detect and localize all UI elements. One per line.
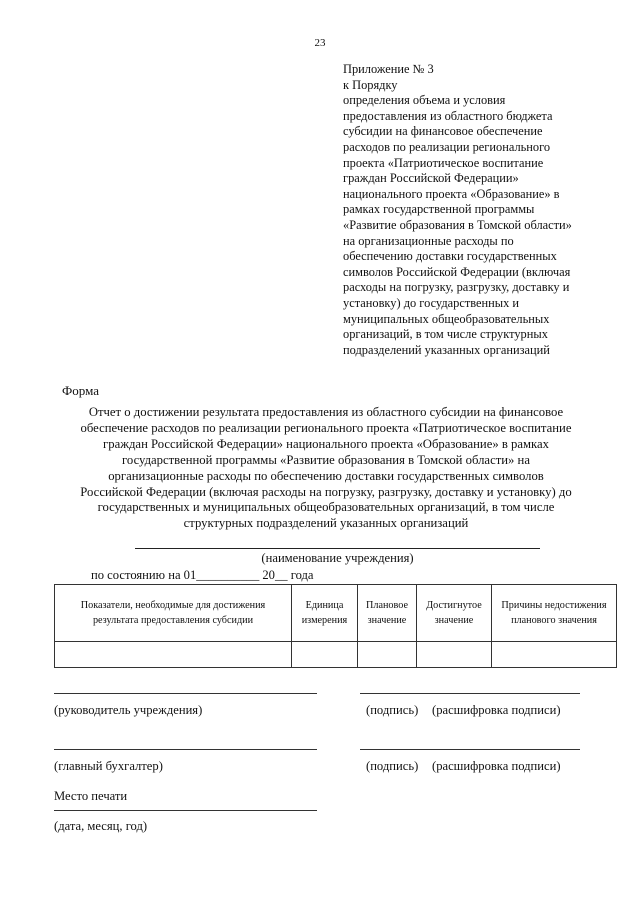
head-decoding-label: (расшифровка подписи) — [432, 703, 561, 717]
table-cell[interactable] — [55, 642, 292, 668]
appendix-line: символов Российской Федерации (включая — [343, 264, 571, 279]
appendix-line: подразделений указанных организаций — [343, 342, 550, 357]
appendix-line: предоставления из областного бюджета — [343, 108, 553, 123]
appendix-line: определения объема и условия — [343, 93, 506, 108]
page-number: 23 — [314, 37, 326, 49]
report-title-line: Российской Федерации (включая расходы на погрузку, разгрузку, доставку и установку) до — [80, 484, 572, 499]
appendix-line: расходов по реализации регионального — [343, 139, 551, 154]
accountant-name-line[interactable] — [54, 749, 317, 750]
date-line[interactable] — [54, 810, 317, 811]
accountant-decoding-label: (расшифровка подписи) — [432, 759, 561, 773]
header-planned-value: Плановое значение — [358, 585, 417, 642]
appendix-line: рамках государственной программы — [343, 202, 535, 217]
appendix-line: расходы на погрузку, разгрузку, доставку и — [343, 280, 570, 295]
header-indicators: Показатели, необходимые для достижения результата предоставления субсидии — [55, 585, 292, 642]
appendix-line: муниципальных общеобразовательных — [343, 311, 550, 326]
appendix-line: обеспечению доставки государственных — [343, 249, 557, 264]
appendix-line: к Порядку — [343, 77, 398, 92]
table-cell[interactable] — [492, 642, 617, 668]
report-title-line: граждан Российской Федерации» национального проекта «Образование» в рамках — [103, 436, 549, 451]
table-header-row — [55, 585, 617, 642]
report-title-line: обеспечение расходов по реализации регионального проекта «Патриотическое воспитание — [80, 420, 572, 435]
appendix-line: на организационные расходы по — [343, 233, 514, 248]
report-title-line: государственных и муниципальных общеобразовательных организаций, в том числе — [97, 500, 555, 515]
report-title-line: государственной программы «Развитие образования в Томской области» на — [122, 452, 530, 467]
table-cell[interactable] — [417, 642, 492, 668]
head-signature-line[interactable] — [360, 693, 580, 694]
report-title-line: структурных подразделений указанных организаций — [183, 516, 469, 531]
appendix-line: субсидии на финансовое обеспечение — [343, 124, 543, 139]
institution-name-line[interactable] — [135, 548, 540, 549]
head-signature-label: (подпись) — [366, 703, 419, 717]
report-title — [40, 405, 612, 532]
appendix-line: национального проекта «Образование» в — [343, 186, 560, 201]
header-achieved-value: Достигнутое значение — [417, 585, 492, 642]
appendix-line: Приложение № 3 — [343, 62, 434, 76]
form-label: Форма — [62, 383, 99, 398]
report-title-line: организационные расходы по обеспечению доставки государственных символов — [108, 468, 544, 483]
header-reasons: Причины недостижения планового значения — [492, 585, 617, 642]
appendix-line: установку) до государственных и — [343, 295, 520, 310]
report-title-line: Отчет о достижении результата предоставления из областного субсидии на финансовое — [88, 405, 564, 419]
date-label: (дата, месяц, год) — [54, 819, 148, 833]
appendix-line: проекта «Патриотическое воспитание — [343, 155, 544, 170]
accountant-signature-line[interactable] — [360, 749, 580, 750]
table-row — [55, 642, 617, 668]
stamp-label: Место печати — [54, 789, 128, 803]
as-of-date-line: по состоянию на 01__________ 20__ года — [91, 568, 314, 582]
report-table — [54, 584, 617, 668]
appendix-line: организаций, в том числе структурных — [343, 327, 548, 342]
institution-caption: (наименование учреждения) — [261, 551, 414, 565]
appendix-line: граждан Российской Федерации» — [343, 171, 519, 186]
table-cell[interactable] — [358, 642, 417, 668]
accountant-label: (главный бухгалтер) — [54, 759, 163, 773]
head-name-line[interactable] — [54, 693, 317, 694]
appendix-line: «Развитие образования в Томской области» — [343, 217, 572, 232]
header-unit: Единица измерения — [292, 585, 358, 642]
appendix-header — [343, 62, 628, 358]
accountant-signature-label: (подпись) — [366, 759, 419, 773]
table-cell[interactable] — [292, 642, 358, 668]
head-label: (руководитель учреждения) — [54, 703, 203, 717]
